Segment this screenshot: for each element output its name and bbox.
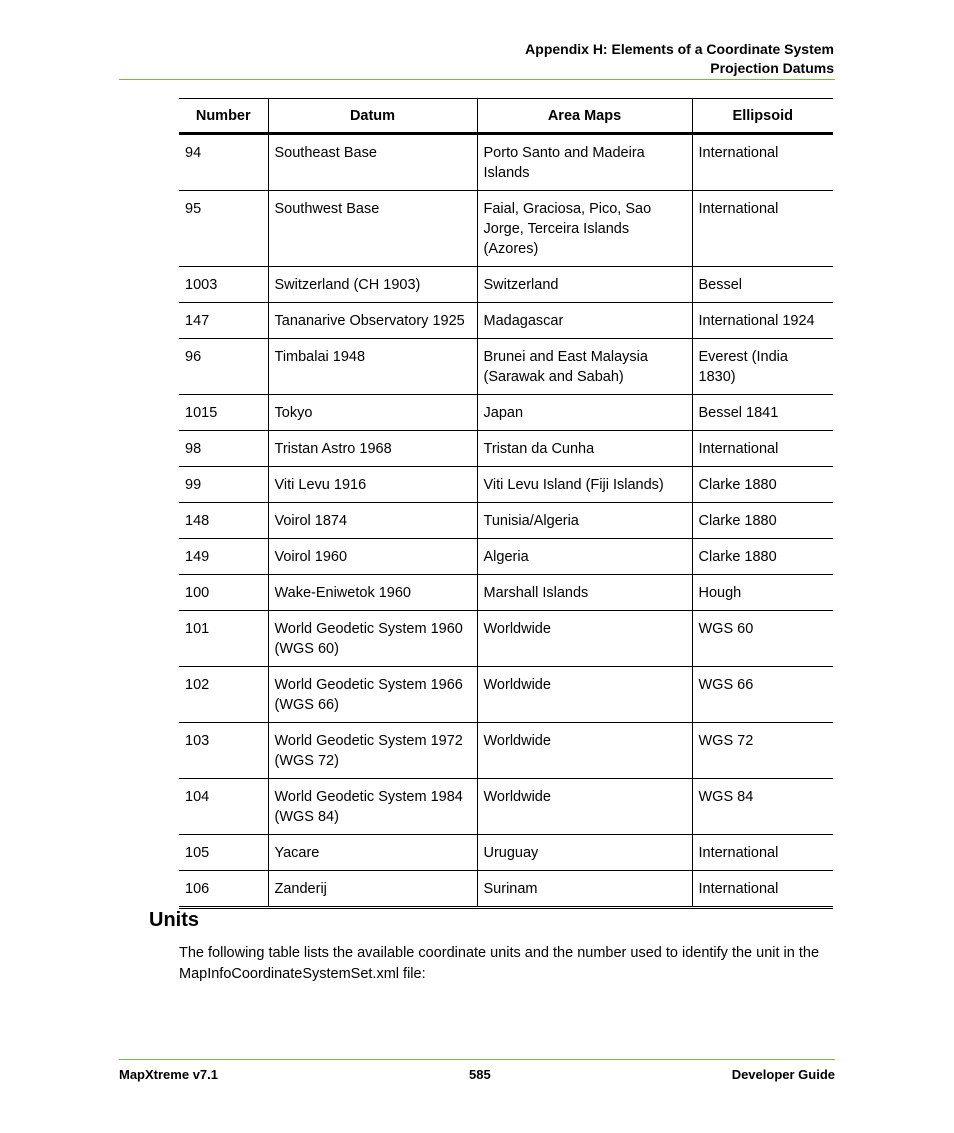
column-header-number: Number — [179, 99, 268, 134]
table-row — [179, 779, 833, 835]
cell-number: 149 — [179, 539, 268, 575]
cell-area-maps: Surinam — [477, 871, 692, 908]
cell-ellipsoid: WGS 72 — [692, 723, 833, 779]
cell-number: 104 — [179, 779, 268, 835]
cell-ellipsoid: WGS 66 — [692, 667, 833, 723]
column-header-area-maps: Area Maps — [477, 99, 692, 134]
cell-datum: Tristan Astro 1968 — [268, 431, 477, 467]
table-row — [179, 134, 833, 191]
cell-ellipsoid: International — [692, 431, 833, 467]
cell-datum: Timbalai 1948 — [268, 339, 477, 395]
cell-datum: Voirol 1874 — [268, 503, 477, 539]
table-row — [179, 303, 833, 339]
cell-number: 94 — [179, 134, 268, 191]
cell-ellipsoid: WGS 60 — [692, 611, 833, 667]
cell-datum: Southwest Base — [268, 191, 477, 267]
cell-number: 98 — [179, 431, 268, 467]
datum-table-body — [179, 134, 833, 908]
column-header-ellipsoid: Ellipsoid — [692, 99, 833, 134]
cell-number: 106 — [179, 871, 268, 908]
table-row — [179, 431, 833, 467]
cell-area-maps: Algeria — [477, 539, 692, 575]
cell-ellipsoid: Bessel 1841 — [692, 395, 833, 431]
cell-area-maps: Brunei and East Malaysia (Sarawak and Sabah) — [477, 339, 692, 395]
cell-area-maps: Tunisia/Algeria — [477, 503, 692, 539]
cell-area-maps: Worldwide — [477, 667, 692, 723]
cell-area-maps: Worldwide — [477, 611, 692, 667]
table-header-row — [179, 99, 833, 134]
cell-number: 147 — [179, 303, 268, 339]
page-number: 585 — [469, 1067, 491, 1082]
cell-number: 95 — [179, 191, 268, 267]
cell-area-maps: Marshall Islands — [477, 575, 692, 611]
cell-datum: World Geodetic System 1966 (WGS 66) — [268, 667, 477, 723]
datum-table — [179, 98, 833, 909]
cell-area-maps: Porto Santo and Madeira Islands — [477, 134, 692, 191]
header-rule — [119, 79, 835, 80]
cell-number: 102 — [179, 667, 268, 723]
table-row — [179, 575, 833, 611]
table-row — [179, 835, 833, 871]
table-row — [179, 339, 833, 395]
header-chapter: Appendix H: Elements of a Coordinate System — [525, 41, 834, 57]
table-row — [179, 267, 833, 303]
cell-area-maps: Madagascar — [477, 303, 692, 339]
cell-datum: Tokyo — [268, 395, 477, 431]
cell-datum: Voirol 1960 — [268, 539, 477, 575]
cell-ellipsoid: Clarke 1880 — [692, 503, 833, 539]
cell-ellipsoid: International 1924 — [692, 303, 833, 339]
footer-rule — [119, 1059, 835, 1060]
cell-datum: World Geodetic System 1984 (WGS 84) — [268, 779, 477, 835]
cell-ellipsoid: WGS 84 — [692, 779, 833, 835]
cell-number: 105 — [179, 835, 268, 871]
cell-ellipsoid: Clarke 1880 — [692, 467, 833, 503]
cell-number: 1015 — [179, 395, 268, 431]
cell-area-maps: Tristan da Cunha — [477, 431, 692, 467]
cell-datum: Viti Levu 1916 — [268, 467, 477, 503]
header-section: Projection Datums — [710, 60, 834, 76]
table-row — [179, 667, 833, 723]
cell-datum: World Geodetic System 1972 (WGS 72) — [268, 723, 477, 779]
table-row — [179, 191, 833, 267]
cell-datum: Tananarive Observatory 1925 — [268, 303, 477, 339]
cell-area-maps: Japan — [477, 395, 692, 431]
cell-ellipsoid: Everest (India 1830) — [692, 339, 833, 395]
cell-number: 148 — [179, 503, 268, 539]
cell-ellipsoid: International — [692, 134, 833, 191]
cell-ellipsoid: International — [692, 871, 833, 908]
cell-ellipsoid: International — [692, 191, 833, 267]
table-row — [179, 611, 833, 667]
table-row — [179, 871, 833, 908]
cell-datum: World Geodetic System 1960 (WGS 60) — [268, 611, 477, 667]
cell-area-maps: Worldwide — [477, 779, 692, 835]
cell-ellipsoid: International — [692, 835, 833, 871]
cell-number: 100 — [179, 575, 268, 611]
cell-area-maps: Switzerland — [477, 267, 692, 303]
cell-datum: Southeast Base — [268, 134, 477, 191]
cell-datum: Zanderij — [268, 871, 477, 908]
cell-area-maps: Viti Levu Island (Fiji Islands) — [477, 467, 692, 503]
table-row — [179, 539, 833, 575]
cell-area-maps: Faial, Graciosa, Pico, Sao Jorge, Terceira Islands (Azores) — [477, 191, 692, 267]
cell-area-maps: Uruguay — [477, 835, 692, 871]
cell-ellipsoid: Bessel — [692, 267, 833, 303]
cell-number: 99 — [179, 467, 268, 503]
table-row — [179, 395, 833, 431]
column-header-datum: Datum — [268, 99, 477, 134]
cell-number: 96 — [179, 339, 268, 395]
table-row — [179, 503, 833, 539]
cell-ellipsoid: Clarke 1880 — [692, 539, 833, 575]
table-row — [179, 467, 833, 503]
page-header — [525, 40, 834, 78]
cell-area-maps: Worldwide — [477, 723, 692, 779]
footer-product: MapXtreme v7.1 — [119, 1067, 218, 1082]
cell-datum: Wake-Eniwetok 1960 — [268, 575, 477, 611]
cell-number: 103 — [179, 723, 268, 779]
units-paragraph: The following table lists the available coordinate units and the number used to identify the unit in the MapInfoCoordinateSystemSet.xml file: — [179, 945, 820, 982]
cell-datum: Yacare — [268, 835, 477, 871]
cell-ellipsoid: Hough — [692, 575, 833, 611]
cell-datum: Switzerland (CH 1903) — [268, 267, 477, 303]
units-heading: Units — [149, 909, 199, 931]
footer-guide: Developer Guide — [731, 1067, 835, 1082]
cell-number: 101 — [179, 611, 268, 667]
cell-number: 1003 — [179, 267, 268, 303]
table-row — [179, 723, 833, 779]
